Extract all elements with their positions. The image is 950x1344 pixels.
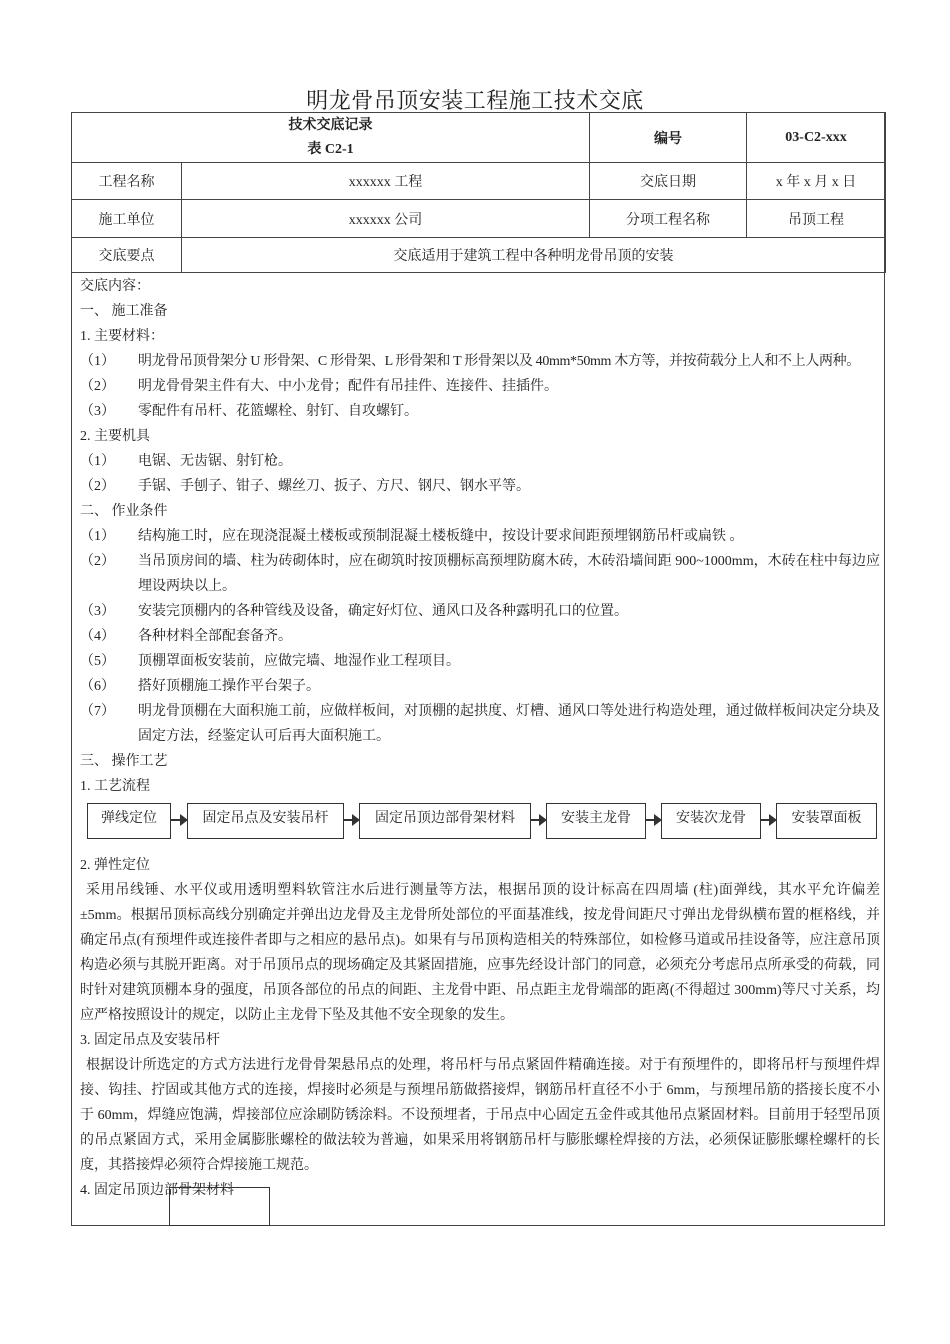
- project-name-value: xxxxxx 工程: [182, 163, 590, 200]
- section-1-1-title: 1. 主要材料：: [80, 329, 164, 344]
- table-code: 表 C2-1: [307, 141, 354, 157]
- content-body: [80, 274, 880, 1203]
- key-points-value: 交底适用于建筑工程中各种明龙骨吊顶的安装: [182, 238, 886, 273]
- item-text: 搭好顶棚施工操作平台架子。: [138, 679, 320, 694]
- arrow-right-icon: [531, 819, 545, 821]
- arrow-right-icon: [171, 819, 186, 821]
- number-value: 03-C2-xxx: [747, 113, 886, 163]
- date-label: 交底日期: [590, 163, 747, 200]
- section-3-2-text: 采用吊线锤、水平仪或用透明塑料软管注水后进行测量等方法，根据吊顶的设计标高在四周墙 (柱)面弹线，其水平允许偏差±5mm。根据吊顶标高线分别确定并弹出边龙骨及主龙骨所处部位的平面基准线，按龙骨间距尺寸弹出龙骨纵横布置的框格线，并确定吊点(有预埋件或连接件者即与之相应的悬吊点)。如果有与吊顶构造相关的特殊部位，如检修马道或吊挂设备等，应注意吊顶构造必须与其脱开距离。对于吊顶吊点的现场确定及其紧固措施，应事先经设计部门的同意，必须充分考虑吊点所承受的荷载，同时针对建筑顶棚本身的强度，吊顶各部位的吊点的间距、主龙骨中距、吊点距主龙骨端部的距离(不得超过 300mm)等尺寸关系，均应严格按照设计的规定，以防止主龙骨下坠及其他不安全现象的发生。: [80, 883, 880, 1023]
- header-row-unit: [72, 200, 886, 238]
- header-row-project: [72, 163, 886, 200]
- unit-value: xxxxxx 公司: [182, 200, 590, 238]
- item-number: （7）: [80, 704, 115, 719]
- item-text: 明龙骨顶棚在大面积施工前，应做样板间，对顶棚的起拱度、灯槽、通风口等处进行构造处理，通过做样板间决定分块及固定方法，经鉴定认可后再大面积施工。: [138, 704, 880, 744]
- item-number: （5）: [80, 654, 115, 669]
- record-title-cell: [72, 113, 590, 163]
- item-text: 明龙骨吊顶骨架分 U 形骨架、C 形骨架、L 形骨架和 T 形骨架以及 40mm*50mm 木方等，并按荷载分上人和不上人两种。: [138, 354, 860, 369]
- flow-step: 弹线定位: [87, 803, 171, 839]
- list-item: [80, 674, 880, 699]
- item-number: （1）: [80, 529, 115, 544]
- content-heading: 交底内容：: [80, 279, 150, 294]
- item-text: 手锯、手刨子、钳子、螺丝刀、扳子、方尺、钢尺、钢水平等。: [138, 479, 530, 494]
- arrow-right-icon: [646, 819, 660, 821]
- arrow-right-icon: [344, 819, 358, 821]
- section-3-3-title: 3. 固定吊点及安装吊杆: [80, 1033, 220, 1048]
- item-number: （3）: [80, 404, 115, 419]
- item-number: （6）: [80, 679, 115, 694]
- list-item: [80, 449, 880, 474]
- item-text: 明龙骨骨架主件有大、中小龙骨；配件有吊挂件、连接件、挂插件。: [138, 379, 558, 394]
- date-value: x 年 x 月 x 日: [747, 163, 886, 200]
- list-item: [80, 524, 880, 549]
- key-points-label: 交底要点: [72, 238, 182, 273]
- subproject-label: 分项工程名称: [590, 200, 747, 238]
- list-item: [80, 349, 880, 374]
- unit-label: 施工单位: [72, 200, 182, 238]
- arrow-right-icon: [761, 819, 775, 821]
- item-number: （2）: [80, 554, 115, 569]
- section-3-3-text: 根据设计所选定的方式方法进行龙骨骨架悬吊点的处理，将吊杆与吊点紧固件精确连接。对于有预埋件的，即将吊杆与预埋件焊接、钩挂、拧固或其他方式的连接，焊接时必须是与预埋吊筋做搭接焊，钢筋吊杆直径不小于 6mm，与预埋吊筋的搭接长度不小于 60mm，焊缝应饱满，焊接部位应涂刷防锈涂料。不设预埋者，于吊点中心固定五金件或其他吊点紧固材料。目前用于轻型吊顶的吊点紧固方式，采用金属膨胀螺栓的做法较为普遍，如果采用将钢筋吊杆与膨胀螺栓焊接的方法，必须保证膨胀螺栓螺杆的长度，其搭接焊必须符合焊接施工规范。: [80, 1058, 880, 1173]
- item-number: （1）: [80, 454, 115, 469]
- list-item: [80, 399, 880, 424]
- list-item: [80, 549, 880, 599]
- flow-step: 固定吊点及安装吊杆: [187, 803, 344, 839]
- section-3-4-title: 4. 固定吊顶边部骨架材料: [80, 1183, 234, 1198]
- number-label: 编号: [590, 113, 747, 163]
- header-row-keypoints: [72, 238, 886, 273]
- header-table: [71, 112, 886, 273]
- item-text: 当吊顶房间的墙、柱为砖砌体时，应在砌筑时按顶棚标高预埋防腐木砖，木砖沿墙间距 900~1000mm，木砖在柱中每边应埋设两块以上。: [138, 554, 880, 594]
- list-item: [80, 699, 880, 749]
- section-3-2-title: 2. 弹性定位: [80, 858, 150, 873]
- list-item: [80, 474, 880, 499]
- item-text: 各种材料全部配套备齐。: [138, 629, 292, 644]
- list-item: [80, 599, 880, 624]
- section-2-title: 二、 作业条件: [80, 504, 168, 519]
- item-text: 顶棚罩面板安装前，应做完墙、地湿作业工程项目。: [138, 654, 460, 669]
- flow-step: 固定吊顶边部骨架材料: [359, 803, 531, 839]
- flow-step: 安装主龙骨: [546, 803, 646, 839]
- item-number: （1）: [80, 354, 115, 369]
- item-number: （2）: [80, 379, 115, 394]
- section-3-title: 三、 操作工艺: [80, 754, 168, 769]
- section-1-2-title: 2. 主要机具: [80, 429, 150, 444]
- flow-step: 安装次龙骨: [661, 803, 761, 839]
- project-name-label: 工程名称: [72, 163, 182, 200]
- list-item: [80, 624, 880, 649]
- item-text: 结构施工时，应在现浇混凝土楼板或预制混凝土楼板缝中，按设计要求间距预埋钢筋吊杆或扁铁 。: [138, 529, 744, 544]
- section-3-1-title: 1. 工艺流程: [80, 779, 150, 794]
- item-number: （4）: [80, 629, 115, 644]
- record-title: 技术交底记录: [288, 117, 373, 133]
- item-text: 零配件有吊杆、花篮螺栓、射钉、自攻螺钉。: [138, 404, 418, 419]
- header-row-title: [72, 113, 886, 163]
- item-text: 电锯、无齿锯、射钉枪。: [138, 454, 292, 469]
- section-1-title: 一、 施工准备: [80, 304, 168, 319]
- list-item: [80, 374, 880, 399]
- document-title: 明龙骨吊顶安装工程施工技术交底: [306, 88, 644, 113]
- flow-step-box-empty: [169, 1187, 270, 1226]
- item-number: （2）: [80, 479, 115, 494]
- subproject-value: 吊顶工程: [747, 200, 886, 238]
- process-flow: [80, 803, 880, 847]
- list-item: [80, 649, 880, 674]
- flow-step: 安装罩面板: [776, 803, 877, 839]
- item-text: 安装完顶棚内的各种管线及设备，确定好灯位、通风口及各种露明孔口的位置。: [138, 604, 628, 619]
- item-number: （3）: [80, 604, 115, 619]
